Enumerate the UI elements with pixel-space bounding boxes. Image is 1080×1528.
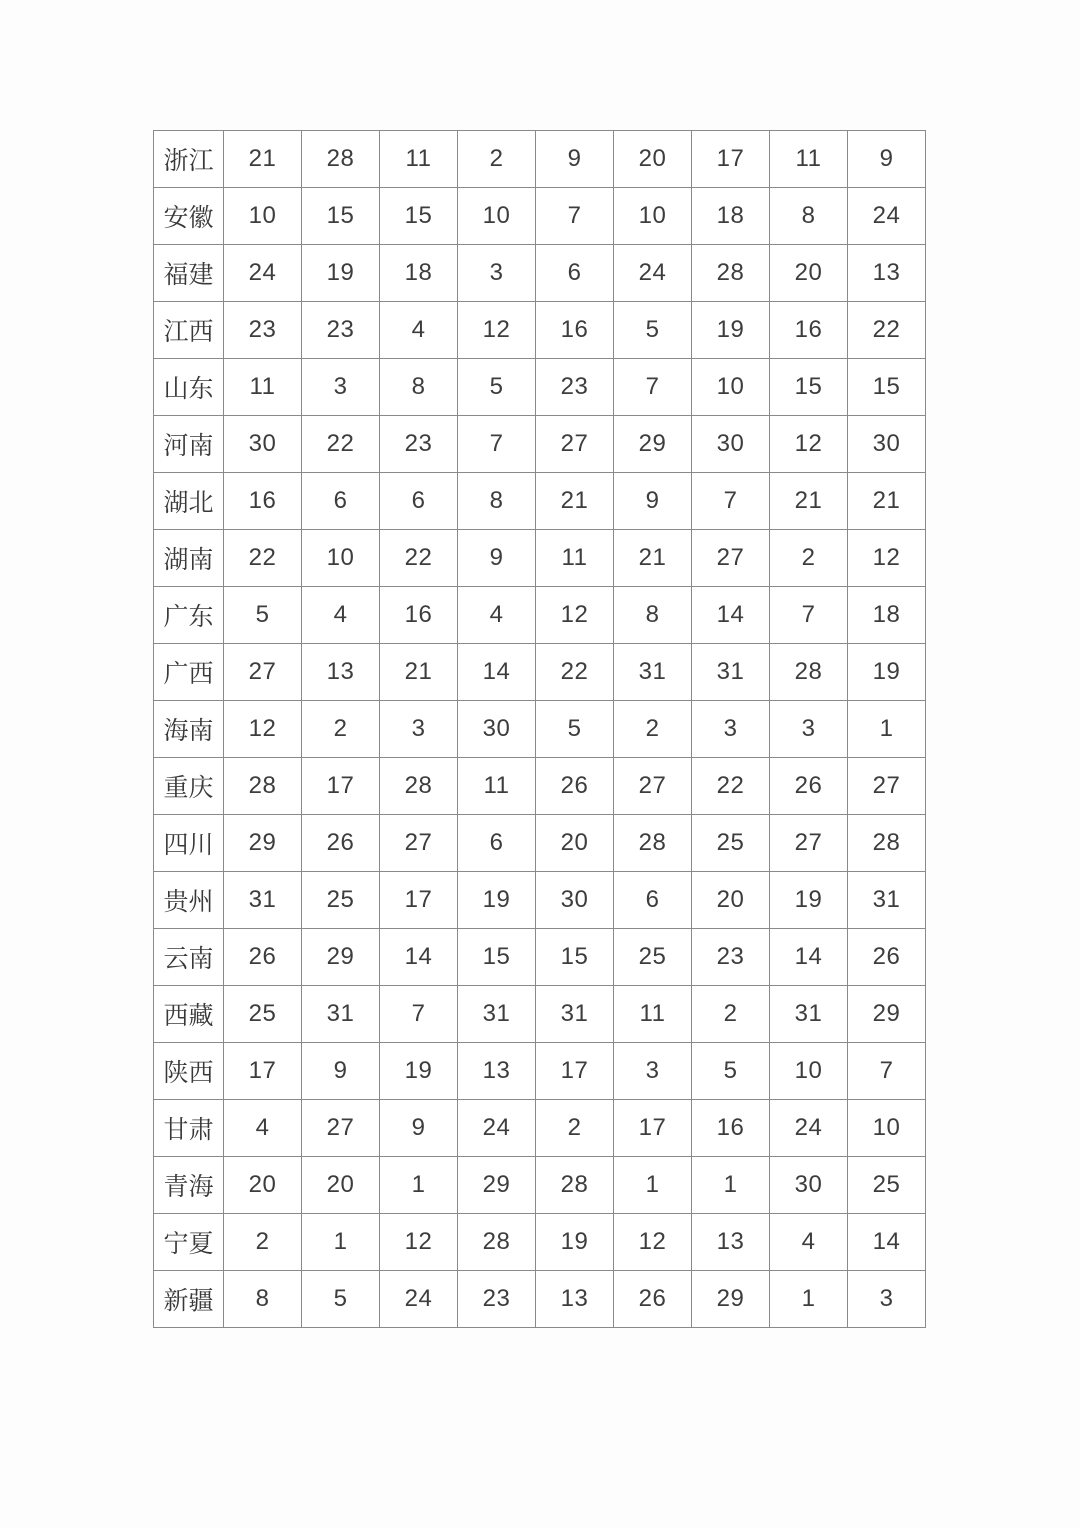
value-cell: 11	[224, 359, 302, 416]
value-cell: 21	[848, 473, 926, 530]
value-cell: 13	[692, 1214, 770, 1271]
value-cell: 9	[380, 1100, 458, 1157]
value-cell: 8	[770, 188, 848, 245]
value-cell: 1	[302, 1214, 380, 1271]
value-cell: 31	[458, 986, 536, 1043]
value-cell: 23	[692, 929, 770, 986]
value-cell: 3	[302, 359, 380, 416]
value-cell: 24	[224, 245, 302, 302]
value-cell: 26	[614, 1271, 692, 1328]
table-row	[154, 587, 926, 644]
value-cell: 27	[692, 530, 770, 587]
value-cell: 2	[614, 701, 692, 758]
value-cell: 27	[302, 1100, 380, 1157]
value-cell: 10	[458, 188, 536, 245]
value-cell: 5	[614, 302, 692, 359]
value-cell: 25	[302, 872, 380, 929]
province-label: 贵州	[154, 872, 224, 929]
value-cell: 9	[614, 473, 692, 530]
value-cell: 23	[380, 416, 458, 473]
value-cell: 8	[380, 359, 458, 416]
value-cell: 8	[458, 473, 536, 530]
value-cell: 21	[536, 473, 614, 530]
table-row	[154, 815, 926, 872]
value-cell: 27	[224, 644, 302, 701]
value-cell: 22	[848, 302, 926, 359]
value-cell: 6	[614, 872, 692, 929]
value-cell: 16	[224, 473, 302, 530]
value-cell: 11	[380, 131, 458, 188]
value-cell: 6	[536, 245, 614, 302]
value-cell: 5	[536, 701, 614, 758]
value-cell: 10	[302, 530, 380, 587]
table-row	[154, 1100, 926, 1157]
value-cell: 17	[380, 872, 458, 929]
value-cell: 31	[848, 872, 926, 929]
province-label: 青海	[154, 1157, 224, 1214]
value-cell: 25	[848, 1157, 926, 1214]
value-cell: 3	[380, 701, 458, 758]
value-cell: 5	[692, 1043, 770, 1100]
value-cell: 7	[692, 473, 770, 530]
value-cell: 23	[458, 1271, 536, 1328]
value-cell: 15	[302, 188, 380, 245]
value-cell: 2	[458, 131, 536, 188]
value-cell: 3	[692, 701, 770, 758]
value-cell: 7	[380, 986, 458, 1043]
value-cell: 9	[848, 131, 926, 188]
value-cell: 31	[692, 644, 770, 701]
value-cell: 24	[614, 245, 692, 302]
value-cell: 6	[380, 473, 458, 530]
value-cell: 10	[614, 188, 692, 245]
value-cell: 26	[224, 929, 302, 986]
value-cell: 24	[380, 1271, 458, 1328]
value-cell: 27	[614, 758, 692, 815]
value-cell: 17	[614, 1100, 692, 1157]
value-cell: 9	[302, 1043, 380, 1100]
value-cell: 17	[536, 1043, 614, 1100]
province-label: 山东	[154, 359, 224, 416]
province-table	[153, 130, 926, 1328]
value-cell: 1	[848, 701, 926, 758]
value-cell: 20	[614, 131, 692, 188]
value-cell: 2	[224, 1214, 302, 1271]
value-cell: 27	[380, 815, 458, 872]
value-cell: 8	[224, 1271, 302, 1328]
province-label: 西藏	[154, 986, 224, 1043]
value-cell: 22	[302, 416, 380, 473]
province-label: 湖北	[154, 473, 224, 530]
value-cell: 29	[848, 986, 926, 1043]
value-cell: 28	[770, 644, 848, 701]
value-cell: 30	[458, 701, 536, 758]
value-cell: 11	[458, 758, 536, 815]
value-cell: 21	[614, 530, 692, 587]
value-cell: 7	[614, 359, 692, 416]
value-cell: 29	[614, 416, 692, 473]
value-cell: 25	[692, 815, 770, 872]
value-cell: 19	[302, 245, 380, 302]
value-cell: 2	[536, 1100, 614, 1157]
value-cell: 31	[614, 644, 692, 701]
value-cell: 4	[380, 302, 458, 359]
value-cell: 28	[458, 1214, 536, 1271]
value-cell: 26	[536, 758, 614, 815]
table-row	[154, 1043, 926, 1100]
value-cell: 31	[770, 986, 848, 1043]
value-cell: 24	[848, 188, 926, 245]
value-cell: 9	[458, 530, 536, 587]
value-cell: 30	[224, 416, 302, 473]
value-cell: 10	[848, 1100, 926, 1157]
value-cell: 4	[770, 1214, 848, 1271]
value-cell: 23	[224, 302, 302, 359]
value-cell: 11	[770, 131, 848, 188]
province-label: 海南	[154, 701, 224, 758]
province-label: 江西	[154, 302, 224, 359]
value-cell: 12	[848, 530, 926, 587]
value-cell: 26	[770, 758, 848, 815]
value-cell: 28	[302, 131, 380, 188]
value-cell: 21	[224, 131, 302, 188]
value-cell: 14	[458, 644, 536, 701]
value-cell: 1	[614, 1157, 692, 1214]
table-row	[154, 416, 926, 473]
value-cell: 22	[224, 530, 302, 587]
value-cell: 5	[458, 359, 536, 416]
value-cell: 21	[770, 473, 848, 530]
value-cell: 23	[536, 359, 614, 416]
value-cell: 27	[770, 815, 848, 872]
value-cell: 17	[224, 1043, 302, 1100]
table-row	[154, 872, 926, 929]
value-cell: 26	[848, 929, 926, 986]
value-cell: 12	[770, 416, 848, 473]
value-cell: 25	[224, 986, 302, 1043]
table-row	[154, 530, 926, 587]
province-label: 福建	[154, 245, 224, 302]
value-cell: 3	[614, 1043, 692, 1100]
province-label: 河南	[154, 416, 224, 473]
value-cell: 4	[302, 587, 380, 644]
value-cell: 26	[302, 815, 380, 872]
province-label: 广东	[154, 587, 224, 644]
value-cell: 29	[302, 929, 380, 986]
value-cell: 10	[224, 188, 302, 245]
value-cell: 17	[302, 758, 380, 815]
value-cell: 14	[380, 929, 458, 986]
table-row	[154, 1271, 926, 1328]
table-row	[154, 131, 926, 188]
province-label: 陕西	[154, 1043, 224, 1100]
province-label: 四川	[154, 815, 224, 872]
value-cell: 6	[458, 815, 536, 872]
value-cell: 13	[458, 1043, 536, 1100]
province-label: 甘肃	[154, 1100, 224, 1157]
value-cell: 1	[692, 1157, 770, 1214]
table-row	[154, 245, 926, 302]
value-cell: 19	[536, 1214, 614, 1271]
province-label: 安徽	[154, 188, 224, 245]
value-cell: 23	[302, 302, 380, 359]
value-cell: 30	[770, 1157, 848, 1214]
province-label: 广西	[154, 644, 224, 701]
value-cell: 12	[458, 302, 536, 359]
value-cell: 11	[614, 986, 692, 1043]
province-label: 浙江	[154, 131, 224, 188]
value-cell: 21	[380, 644, 458, 701]
value-cell: 20	[302, 1157, 380, 1214]
value-cell: 13	[848, 245, 926, 302]
value-cell: 31	[302, 986, 380, 1043]
value-cell: 12	[380, 1214, 458, 1271]
value-cell: 20	[692, 872, 770, 929]
value-cell: 9	[536, 131, 614, 188]
value-cell: 7	[536, 188, 614, 245]
value-cell: 3	[770, 701, 848, 758]
value-cell: 28	[614, 815, 692, 872]
value-cell: 31	[536, 986, 614, 1043]
value-cell: 28	[380, 758, 458, 815]
table-row	[154, 758, 926, 815]
value-cell: 22	[536, 644, 614, 701]
value-cell: 19	[848, 644, 926, 701]
value-cell: 15	[848, 359, 926, 416]
value-cell: 19	[692, 302, 770, 359]
value-cell: 10	[770, 1043, 848, 1100]
value-cell: 8	[614, 587, 692, 644]
value-cell: 19	[380, 1043, 458, 1100]
value-cell: 7	[770, 587, 848, 644]
value-cell: 31	[224, 872, 302, 929]
value-cell: 27	[848, 758, 926, 815]
value-cell: 2	[692, 986, 770, 1043]
table-row	[154, 1214, 926, 1271]
value-cell: 10	[692, 359, 770, 416]
value-cell: 28	[848, 815, 926, 872]
value-cell: 18	[848, 587, 926, 644]
table-row	[154, 644, 926, 701]
value-cell: 7	[458, 416, 536, 473]
province-label: 宁夏	[154, 1214, 224, 1271]
value-cell: 4	[458, 587, 536, 644]
value-cell: 17	[692, 131, 770, 188]
value-cell: 19	[770, 872, 848, 929]
table-row	[154, 701, 926, 758]
value-cell: 24	[770, 1100, 848, 1157]
value-cell: 15	[770, 359, 848, 416]
value-cell: 30	[536, 872, 614, 929]
value-cell: 2	[302, 701, 380, 758]
value-cell: 6	[302, 473, 380, 530]
value-cell: 29	[692, 1271, 770, 1328]
table-row	[154, 359, 926, 416]
value-cell: 12	[224, 701, 302, 758]
value-cell: 12	[536, 587, 614, 644]
value-cell: 2	[770, 530, 848, 587]
table-row	[154, 302, 926, 359]
value-cell: 1	[770, 1271, 848, 1328]
value-cell: 30	[848, 416, 926, 473]
value-cell: 15	[458, 929, 536, 986]
value-cell: 3	[848, 1271, 926, 1328]
province-label: 云南	[154, 929, 224, 986]
value-cell: 16	[380, 587, 458, 644]
province-label: 湖南	[154, 530, 224, 587]
table-row	[154, 929, 926, 986]
value-cell: 15	[536, 929, 614, 986]
province-label: 新疆	[154, 1271, 224, 1328]
value-cell: 3	[458, 245, 536, 302]
table-row	[154, 1157, 926, 1214]
value-cell: 20	[770, 245, 848, 302]
value-cell: 29	[458, 1157, 536, 1214]
province-label: 重庆	[154, 758, 224, 815]
value-cell: 4	[224, 1100, 302, 1157]
table-row	[154, 473, 926, 530]
value-cell: 14	[692, 587, 770, 644]
value-cell: 15	[380, 188, 458, 245]
value-cell: 7	[848, 1043, 926, 1100]
value-cell: 14	[770, 929, 848, 986]
value-cell: 20	[536, 815, 614, 872]
value-cell: 19	[458, 872, 536, 929]
value-cell: 1	[380, 1157, 458, 1214]
value-cell: 20	[224, 1157, 302, 1214]
value-cell: 29	[224, 815, 302, 872]
value-cell: 13	[302, 644, 380, 701]
table-row	[154, 986, 926, 1043]
value-cell: 22	[692, 758, 770, 815]
value-cell: 25	[614, 929, 692, 986]
value-cell: 27	[536, 416, 614, 473]
value-cell: 24	[458, 1100, 536, 1157]
value-cell: 28	[692, 245, 770, 302]
value-cell: 16	[536, 302, 614, 359]
value-cell: 30	[692, 416, 770, 473]
value-cell: 5	[224, 587, 302, 644]
value-cell: 13	[536, 1271, 614, 1328]
value-cell: 28	[224, 758, 302, 815]
value-cell: 14	[848, 1214, 926, 1271]
value-cell: 28	[536, 1157, 614, 1214]
table-row	[154, 188, 926, 245]
value-cell: 16	[692, 1100, 770, 1157]
value-cell: 11	[536, 530, 614, 587]
value-cell: 5	[302, 1271, 380, 1328]
value-cell: 18	[692, 188, 770, 245]
value-cell: 12	[614, 1214, 692, 1271]
value-cell: 16	[770, 302, 848, 359]
value-cell: 18	[380, 245, 458, 302]
value-cell: 22	[380, 530, 458, 587]
